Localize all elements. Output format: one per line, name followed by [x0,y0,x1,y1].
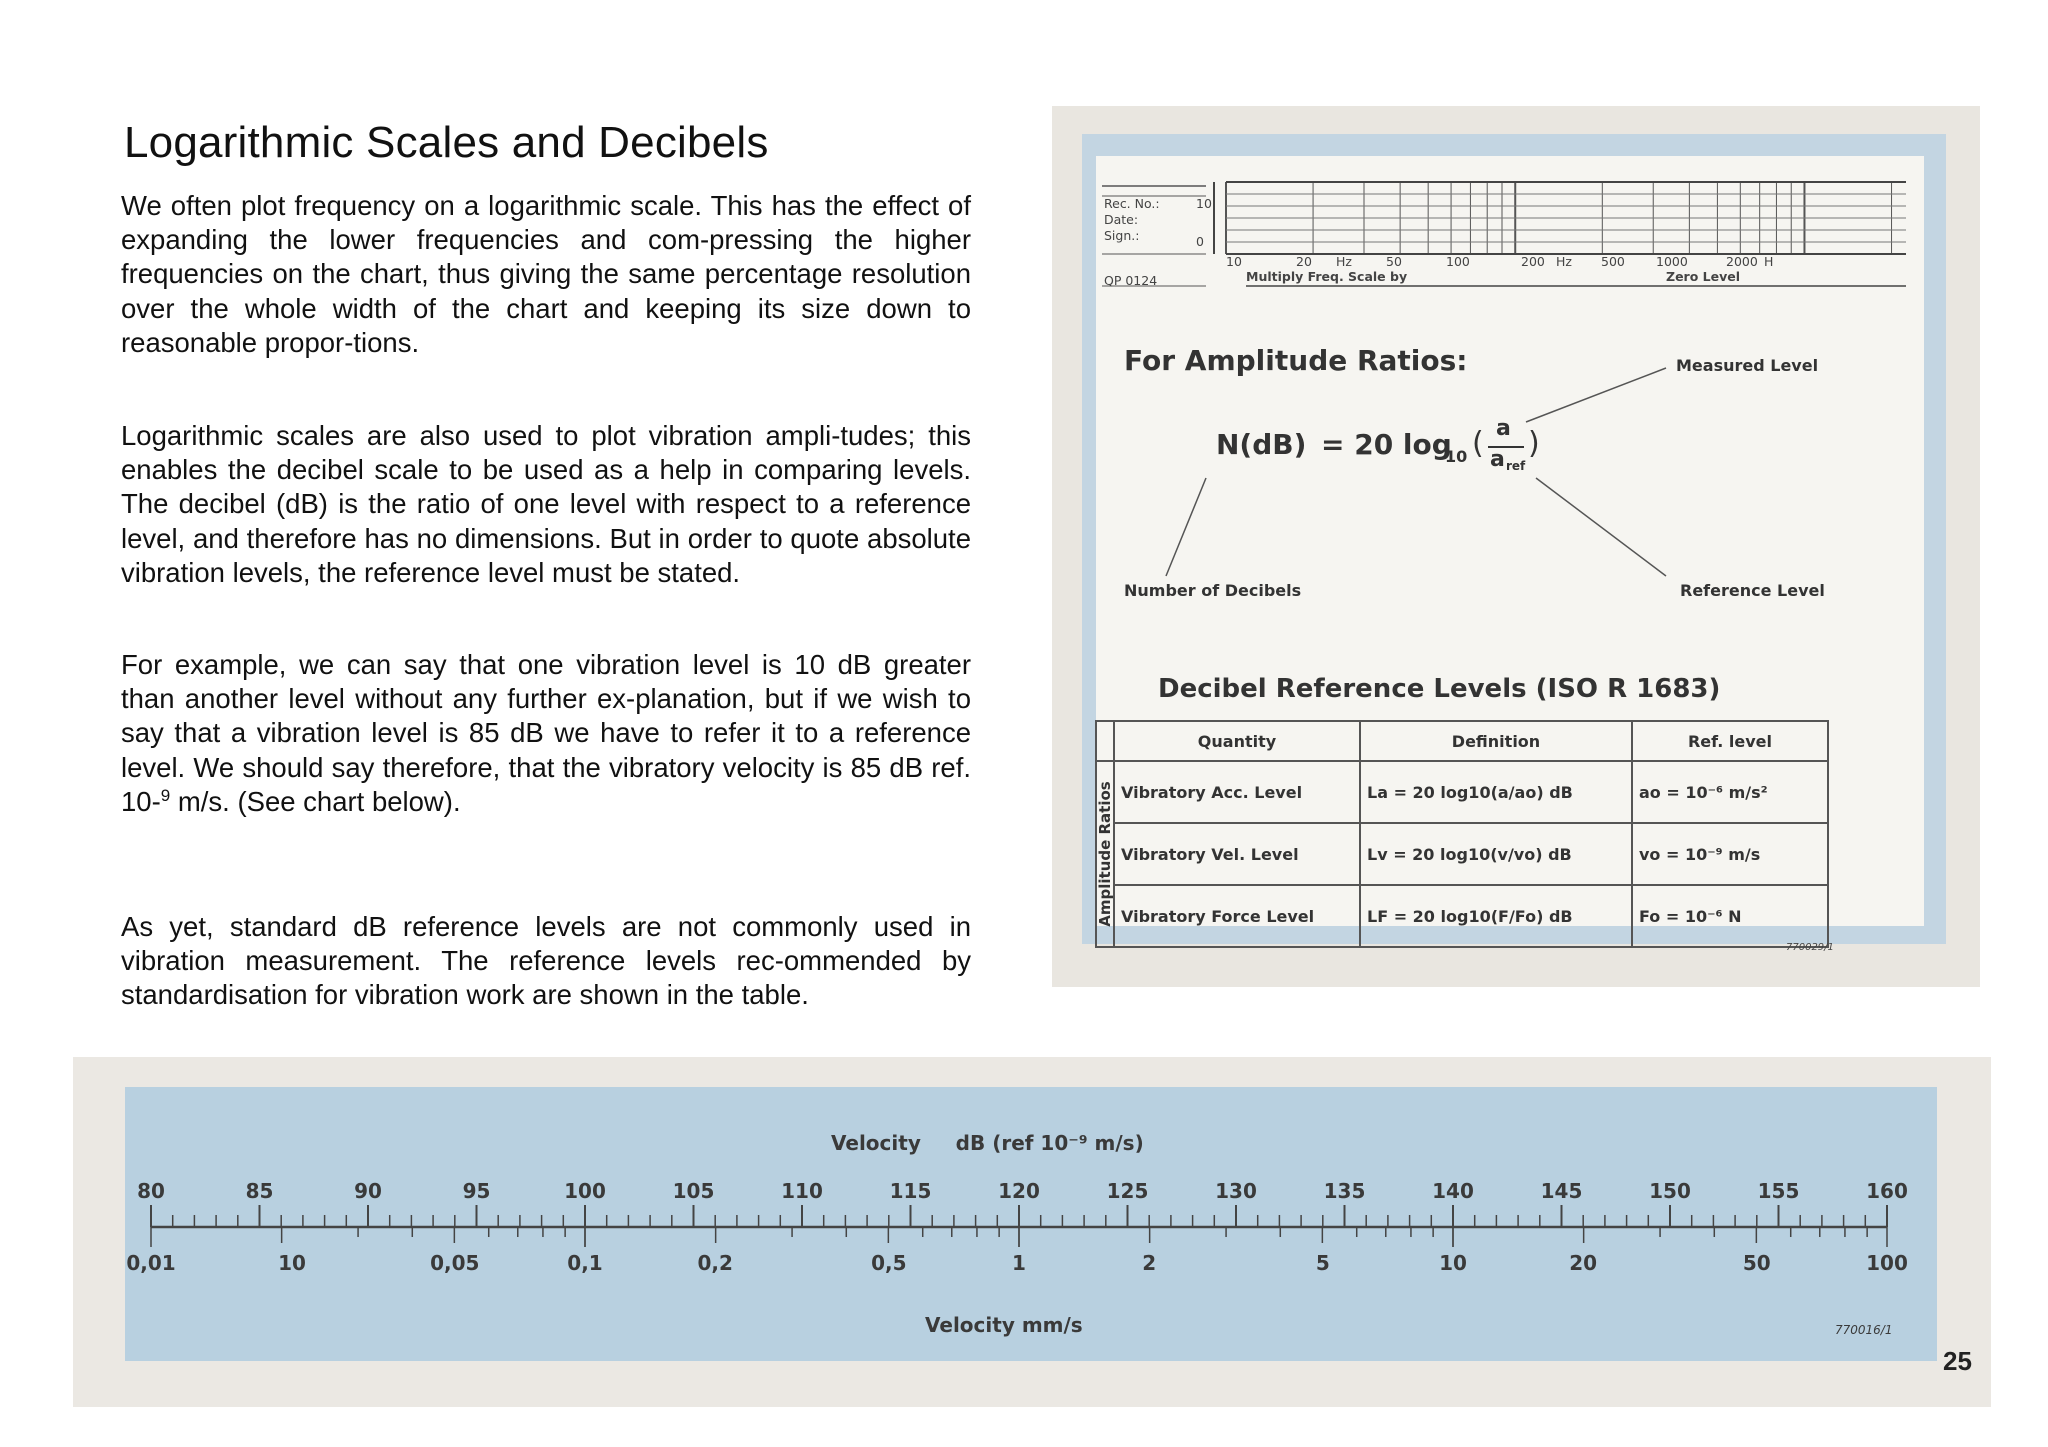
row-ref: ao = 10⁻⁶ m/s² [1632,761,1828,823]
db-label: 140 [1432,1179,1474,1203]
date-label: Date: [1104,212,1139,227]
formula-pointer-lines [1096,156,1924,616]
row-definition: La = 20 log10(a/ao) dB [1360,761,1632,823]
zero-level-label: Zero Level [1666,269,1740,284]
mm-label: 1 [1012,1251,1026,1275]
formula-paren-close: ) [1528,426,1540,461]
db-label: 130 [1215,1179,1257,1203]
mm-label: 100 [1866,1251,1908,1275]
mm-label: 5 [1315,1251,1330,1275]
formula-eq: = 20 log [1321,428,1452,461]
row-quantity: Vibratory Vel. Level [1114,823,1360,885]
figure-card [1096,156,1924,953]
frequency-label: Hz [1336,254,1352,269]
frequency-label: H [1764,254,1774,269]
figure-frame [1082,134,1946,953]
row-definition: Lv = 20 log10(v/vo) dB [1360,823,1632,885]
reference-levels-figure [1052,106,1980,987]
amplitude-heading: For Amplitude Ratios: [1124,344,1468,377]
frequency-label: 500 [1601,254,1625,269]
mm-label: 0,1 [567,1251,603,1275]
velocity-mm-label: Velocity mm/s [925,1313,1083,1337]
side-label-cell [1096,761,1114,947]
formula-numerator: a [1496,416,1511,441]
frequency-label: 10 [1226,254,1242,269]
frequency-label: 100 [1446,254,1470,269]
strip-tick-top: 10 [1196,196,1212,211]
frequency-label: 200 [1521,254,1545,269]
formula-lhs: N(dB) [1216,428,1307,461]
frequency-label: Hz [1556,254,1572,269]
measured-level-label: Measured Level [1676,356,1819,375]
paragraph-2 [121,419,971,590]
table-code: 770029/1 [1786,942,1834,953]
db-label: 115 [889,1179,932,1203]
side-label: Amplitude Ratios [1096,781,1114,927]
row-ref: vo = 10⁻⁹ m/s [1632,823,1828,885]
mm-label: 0,05 [430,1251,480,1275]
paragraph-3-text [121,648,971,819]
rec-no-label: Rec. No.: [1104,196,1160,211]
form-code: QP 0124 [1104,273,1158,288]
header-ref-level: Ref. level [1632,721,1828,761]
formula-denominator: a [1490,447,1505,472]
header-definition: Definition [1360,721,1632,761]
db-label: 95 [462,1179,491,1203]
db-label: 150 [1649,1179,1691,1203]
db-label: 80 [137,1179,165,1203]
row-quantity: Vibratory Acc. Level [1114,761,1360,823]
page-number: 25 [1943,1346,1972,1376]
paragraph-4 [121,910,971,1013]
velocity-scale-code: 770016/1 [1835,1323,1893,1337]
db-label: 120 [998,1179,1040,1203]
page-title: Logarithmic Scales and Decibels [124,118,769,167]
frequency-label: 50 [1386,254,1402,269]
paragraph-4-text: As yet, standard dB reference levels are not commonly used in vibration measurement. The reference levels rec-ommended by standardisation for vibration work are shown in the table. [121,911,971,1011]
db-label: 160 [1866,1179,1908,1203]
reference-level-label: Reference Level [1680,581,1825,600]
paragraph-3 [121,648,971,819]
table-row [1096,885,1828,947]
db-label: 90 [354,1179,382,1203]
db-label: 100 [564,1179,606,1203]
mm-label: 50 [1742,1251,1771,1275]
table-header-row [1096,721,1828,761]
table-row [1096,761,1828,823]
mm-label: 0,5 [871,1251,907,1275]
row-quantity: Vibratory Force Level [1114,885,1360,947]
table-row [1096,823,1828,885]
paragraph-3-main: For example, we can say that one vibration level is 10 dB greater than another level without any further ex-planation, but if we wish to say that a vibration level is 85 dB we have to refer it to a reference level. We should say therefore, that the vibratory velocity is 85 dB ref. 10- [121,649,971,817]
paragraph-1-text: We often plot frequency on a logarithmic scale. This has the effect of expanding the lower frequencies and com-pressing the higher frequencies on the chart, thus giving the same percentage resolution over the whole width of the chart and keeping its size down to reasonable propor-tions. [121,190,971,358]
frequency-label: 2000 [1726,254,1758,269]
db-label: 155 [1757,1179,1800,1203]
paragraph-2-text: Logarithmic scales are also used to plot vibration ampli-tudes; this enables the decibel scale to be used as a help in comparing levels. The decibel (dB) is the ratio of one level with respect to a reference level, and therefore has no dimensions. But in order to quote absolute vibration levels, the reference level must be stated. [121,420,971,588]
velocity-scale-panel [125,1087,1937,1361]
multiply-label: Multiply Freq. Scale by [1246,269,1408,284]
velocity-scale [73,1057,1991,1407]
mm-label: 0,01 [126,1251,176,1275]
mm-label: 20 [1569,1251,1598,1275]
db-label: 125 [1106,1179,1149,1203]
sign-label: Sign.: [1104,228,1140,243]
row-ref: Fo = 10⁻⁶ N [1632,885,1828,947]
mm-label: 2 [1142,1251,1157,1275]
mm-label: 10 [1439,1251,1467,1275]
reference-levels-table [1095,720,1829,948]
paragraph-3-sup: 9 [160,785,171,805]
db-label: 105 [672,1179,715,1203]
velocity-scale-title: Velocity dB (ref 10⁻⁹ m/s) [831,1131,1144,1155]
db-label: 85 [245,1179,274,1203]
paragraph-1 [121,189,971,360]
table-corner [1096,721,1114,761]
db-label: 110 [781,1179,823,1203]
table-title: Decibel Reference Levels (ISO R 1683) [1158,674,1721,704]
formula-paren-open: ( [1472,426,1484,461]
db-label: 145 [1540,1179,1583,1203]
formula-sub: 10 [1445,447,1468,466]
db-label: 135 [1323,1179,1366,1203]
paragraph-3-tail: m/s. (See chart below). [170,785,461,817]
mm-label: 0,2 [697,1251,733,1275]
mm-label: 10 [278,1251,306,1275]
formula-denominator-sub: ref [1506,459,1526,473]
frequency-label: 20 [1296,254,1312,269]
frequency-label: 1000 [1656,254,1688,269]
header-quantity: Quantity [1114,721,1360,761]
row-definition: LF = 20 log10(F/Fo) dB [1360,885,1632,947]
strip-tick-bottom: 0 [1196,234,1204,249]
number-of-decibels-label: Number of Decibels [1124,581,1302,600]
